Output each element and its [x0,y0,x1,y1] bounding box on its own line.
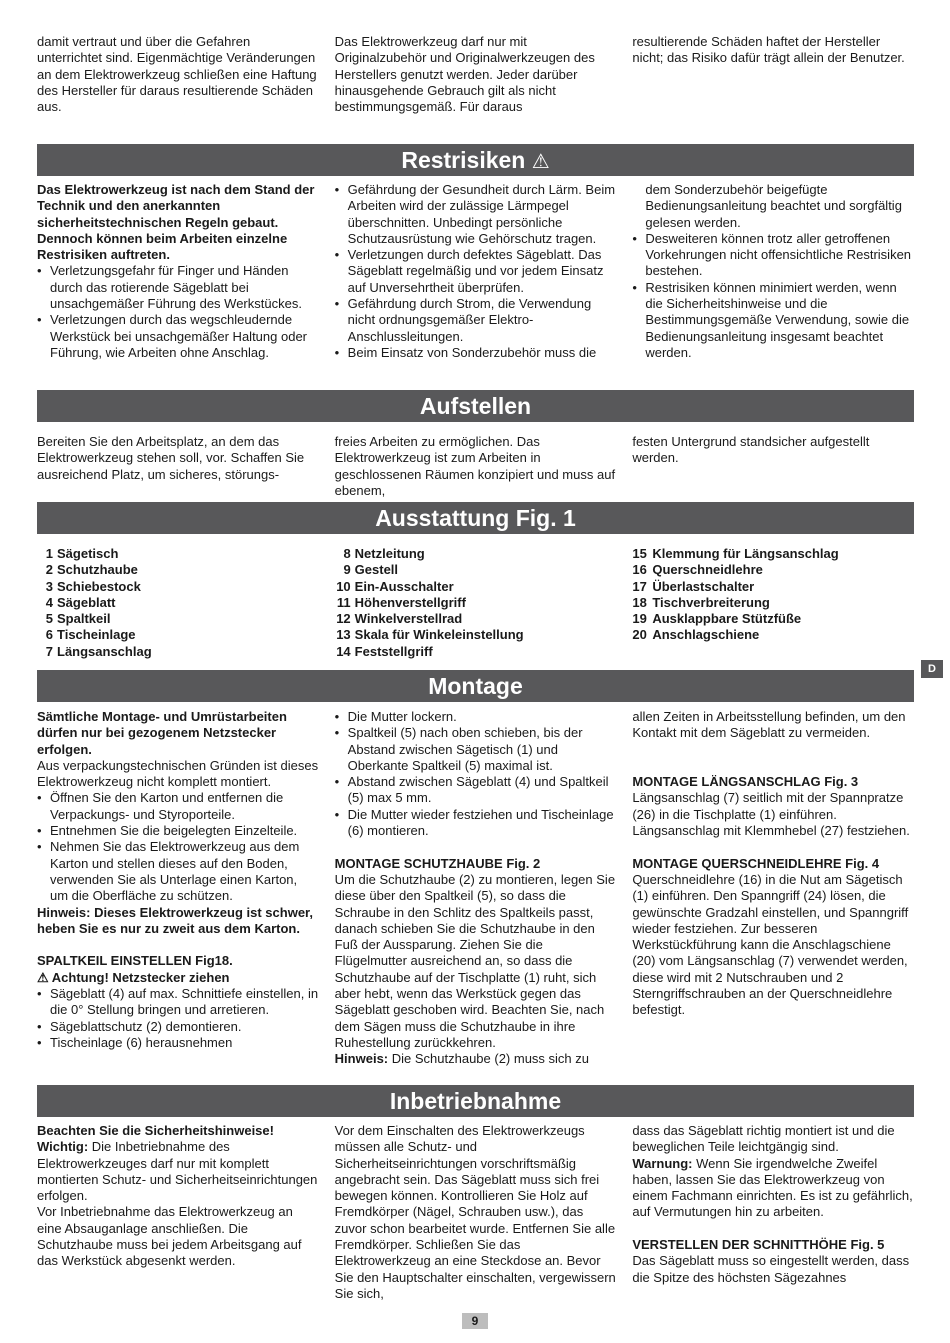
list-item: • Desweiteren können trotz aller getroffenen Vorkehrungen nicht offensichtliche Restrisiken bestehen. [632,231,914,280]
list-item: • Sägeblatt (4) auf max. Schnittiefe einstellen, in die 0° Stellung bringen und arretieren. [37,986,319,1019]
list-item: • Gefährdung der Gesundheit durch Lärm. Beim Arbeiten wird der zulässige Lärmpegel überschnitten. Unbedingt persönliche Schutzausrüstung wie Gehörschutz tragen. [335,182,617,247]
ausstattung-section [37,546,914,660]
list-item: 17 Überlastschalter [632,578,755,594]
warning-icon: ⚠ [531,151,550,173]
list-item: 20 Anschlagschiene [632,627,760,643]
list-item: 18 Tischverbreiterung [632,594,770,610]
list-item: • Spaltkeil (5) nach oben schieben, bis der Abstand zwischen Sägetisch (1) und Oberkante Spaltkeil (5) maximal ist. [335,725,617,774]
aufstellen-section [37,434,914,499]
schutzhaube-text: Um die Schutzhaube (2) zu montieren, legen Sie diese über den Spaltkeil (5), so dass die Schraube in den Schlitz des Spaltkeils passt, danach schieben Sie die Schutzhaube in den Fuß der Aussparung. Ziehen Sie die Flügelmutter ausreichend an, so dass die Schutzhaube auf der Tischplatte (1) ruht, sich aber hebt, wenn das Werkstück gegen das Sägeblatt geschoben wird. Beachten Sie, nach dem Sägen muss die Schutzhaube in ihre Ruhestellung zurückkehren. [334,871,616,1050]
list-item: • Sägeblattschutz (2) demontieren. [37,1019,319,1035]
list-item: • Die Mutter lockern. [335,709,617,725]
verstellen-text: Das Sägeblatt muss so eingestellt werden, dass die Spitze des höchsten Sägezahnes [632,1253,910,1285]
section-title: Restrisiken [401,147,526,173]
inbetriebnahme-text: Vor Inbetriebnahme das Elektrowerkzeug an eine Absauganlage anschließen. Die Schutzhaube muss bei jedem Arbeitsgang auf das Werkstück abgesenkt werden. [37,1204,302,1269]
list-item: 14 Feststellgriff [336,643,433,659]
subsection-heading: MONTAGE SCHUTZHAUBE Fig. 2 [334,855,541,871]
list-item: 10 Ein-Ausschalter [336,578,454,594]
list-item: 3 Schiebestock [45,578,141,594]
page-number: 9 [462,1313,488,1329]
language-tab: D [921,660,943,678]
list-item: 9 Gestell [343,562,399,578]
querschneidlehre-text: Querschneidlehre (16) in die Nut am Sägetisch (1) einführen. Den Spanngriff (24) lösen, die gewünschte Gradzahl einstellen, und Spanngriff wieder festziehen. Zur besseren Werkstückführung kann die Anschlagschiene (20) vom Längsanschlag (7) verwendet werden, diese wird mit 2 Nutschrauben und 2 Sterngriffschrauben an der Querschneidlehre befestigt. [632,871,909,1018]
list-item: • Verletzungsgefahr für Finger und Händen durch das rotierende Sägeblatt bei unsachgemäßer Führung des Werkstückes. [37,263,319,312]
subsection-heading: SPALTKEIL EINSTELLEN Fig18. [37,953,233,969]
restrisiken-section [37,182,914,361]
list-item-continued: dem Sonderzubehör beigefügte Bedienungsanleitung beachtet und sorgfältig gelesen werden. [645,182,902,230]
intro-section [37,34,914,115]
list-item: • Entnehmen Sie die beigelegten Einzelteile. [37,823,319,839]
section-header-aufstellen [37,390,914,422]
section-title: Ausstattung Fig. 1 [375,505,576,531]
list-item: • Beim Einsatz von Sonderzubehör muss die [335,345,617,361]
subsection-heading: MONTAGE LÄNGSANSCHLAG Fig. 3 [632,774,859,790]
intro-col-2: Das Elektrowerkzeug darf nur mit Originalzubehör und Originalwerkzeugen des Herstellers genutzt werden. Jeder darüber hinausgehende Gebrauch gilt als nicht bestimmungsgemäß. Für daraus [334,34,595,115]
parts-list-col-3 [632,546,914,660]
list-item: 8 Netzleitung [343,546,425,561]
list-item: 19 Ausklappbare Stützfüße [632,611,802,627]
list-item: 13 Skala für Winkeleinstellung [336,627,524,643]
parts-list-col-2 [335,546,617,660]
aufstellen-text-3: festen Untergrund standsicher aufgestellt werden. [632,434,870,466]
restrisiken-intro: Das Elektrowerkzeug ist nach dem Stand der Technik und den anerkannten sicherheitstechnischen Regeln gebaut. Dennoch können beim Arbeiten einzelne Restrisiken auftreten. [37,182,315,263]
montage-section [37,709,914,1068]
subsection-heading: VERSTELLEN DER SCHNITTHÖHE Fig. 5 [632,1237,885,1253]
aufstellen-text-1: Bereiten Sie den Arbeitsplatz, an dem das Elektrowerkzeug stehen soll, vor. Schaffen Sie ausreichend Platz, um sicheres, störungs- [37,434,305,482]
subsection-heading: MONTAGE QUERSCHNEIDLEHRE Fig. 4 [632,855,880,871]
aufstellen-text-2: freies Arbeiten zu ermöglichen. Das Elektrowerkzeug ist zum Arbeiten in geschlossenen Räumen konzipiert und muss auf ebenem, [334,434,616,498]
warning-line: ⚠ Achtung! Netzstecker ziehen [37,969,230,985]
list-item: 6 Tischeinlage [45,627,136,643]
section-title: Montage [428,673,523,699]
safety-note: Beachten Sie die Sicherheitshinweise! [37,1123,274,1138]
list-item: 12 Winkelverstellrad [336,611,463,627]
montage-note: Hinweis: Dieses Elektrowerkzeug ist schwer, heben Sie es nur zu zweit aus dem Karton. [37,904,314,936]
list-item: • Verletzungen durch defektes Sägeblatt. Das Sägeblatt regelmäßig und vor jedem Einsatz auf Unversehrtheit überprüfen. [335,247,617,296]
list-item: • Öffnen Sie den Karton und entfernen die Verpackungs- und Styroporteile. [37,790,319,823]
list-item: 2 Schutzhaube [45,562,138,578]
list-item: • Verletzungen durch das wegschleudernde Werkstück bei unsachgemäßer Haltung oder Führung, wie Arbeiten ohne Anschlag. [37,312,319,361]
list-item: 11 Höhenverstellgriff [336,594,466,610]
wichtig-paragraph: Wichtig: Die Inbetriebnahme des Elektrowerkzeuges darf nur mit komplett montierten Schutz- und Sicherheitseinrichtungen erfolgen. [37,1139,318,1204]
list-item: 16 Querschneidlehre [632,562,763,578]
list-item: 5 Spaltkeil [45,611,111,627]
list-item: 4 Sägeblatt [45,594,116,610]
list-item: 15 Klemmung für Längsanschlag [632,546,839,561]
intro-col-1: damit vertraut und über die Gefahren unterrichtet sind. Eigenmächtige Veränderungen an dem Elektrowerkzeug schließen eine Haftung des Hersteller für daraus resultierende Schäden aus. [37,34,317,115]
list-item: • Restrisiken können minimiert werden, wenn die Sicherheitshinweise und die Bestimmungsgemäße Verwendung, sowie die Bedienungsanleitung insgesamt beachtet werden. [632,280,914,361]
list-item: • Die Mutter wieder festziehen und Tischeinlage (6) montieren. [335,807,617,840]
section-header-ausstattung [37,502,914,534]
inbetriebnahme-section [37,1123,914,1302]
montage-intro: Aus verpackungstechnischen Gründen ist dieses Elektrowerkzeug nicht komplett montiert. [37,757,319,790]
section-title: Inbetriebnahme [389,1088,562,1114]
list-item: 1 Sägetisch [45,546,119,561]
section-title: Aufstellen [419,393,532,419]
montage-continued: allen Zeiten in Arbeitsstellung befinden, um den Kontakt mit dem Sägeblatt zu vermeiden. [632,709,906,741]
section-header-inbetriebnahme [37,1085,914,1117]
parts-list-col-1 [37,546,319,660]
warnung-paragraph: Warnung: Wenn Sie irgendwelche Zweifel haben, lassen Sie das Elektrowerkzeug von einem Fachmann einrichten. Es ist zu gefährlich, auf Vermutungen hin zu arbeiten. [632,1155,913,1220]
section-header-montage [37,670,914,702]
list-item: 7 Längsanschlag [45,643,152,659]
montage-intro-bold: Sämtliche Montage- und Umrüstarbeiten dürfen nur bei gezogenem Netzstecker erfolgen. [37,709,287,757]
list-item: • Nehmen Sie das Elektrowerkzeug aus dem Karton und stellen dieses auf den Boden, verwenden Sie als Unterlage einen Karton, um die Oberfläche zu schützen. [37,839,319,904]
intro-col-3: resultierende Schäden haftet der Hersteller nicht; das Risiko dafür trägt allein der Benutzer. [632,34,905,66]
list-item: • Abstand zwischen Sägeblatt (4) und Spaltkeil (5) max 5 mm. [335,774,617,807]
inbetriebnahme-text-3: dass das Sägeblatt richtig montiert ist und die beweglichen Teile leichtgängig sind. [632,1123,895,1155]
list-item: • Tischeinlage (6) herausnehmen [37,1035,319,1051]
list-item: • Gefährdung durch Strom, die Verwendung nicht ordnungsgemäßer Elektro-Anschlussleitungen. [335,296,617,345]
laengsanschlag-text: Längsanschlag (7) seitlich mit der Spannpratze (26) in die Tischplatte (1) einführen. Längsanschlag mit Klemmhebel (27) festziehen. [632,790,910,839]
schutzhaube-hinweis: Hinweis: Die Schutzhaube (2) muss sich zu [334,1051,590,1067]
section-header-restrisiken [37,144,914,176]
inbetriebnahme-text-2: Vor dem Einschalten des Elektrowerkzeugs müssen alle Schutz- und Sicherheitseinrichtungen vorschriftsmäßig angebracht sein. Das Sägeblatt muss sich frei bewegen können. Kontrollieren Sie Holz auf Fremdkörper (Nägel, Schrauben usw.), das zuvor schon bearbeitet wurde. Entfernen Sie alle Fremdkörper. Schließen Sie das Elektrowerkzeug an eine Steckdose an. Bevor Sie den Hauptschalter einschalten, vergewissern Sie sich, [334,1123,616,1301]
